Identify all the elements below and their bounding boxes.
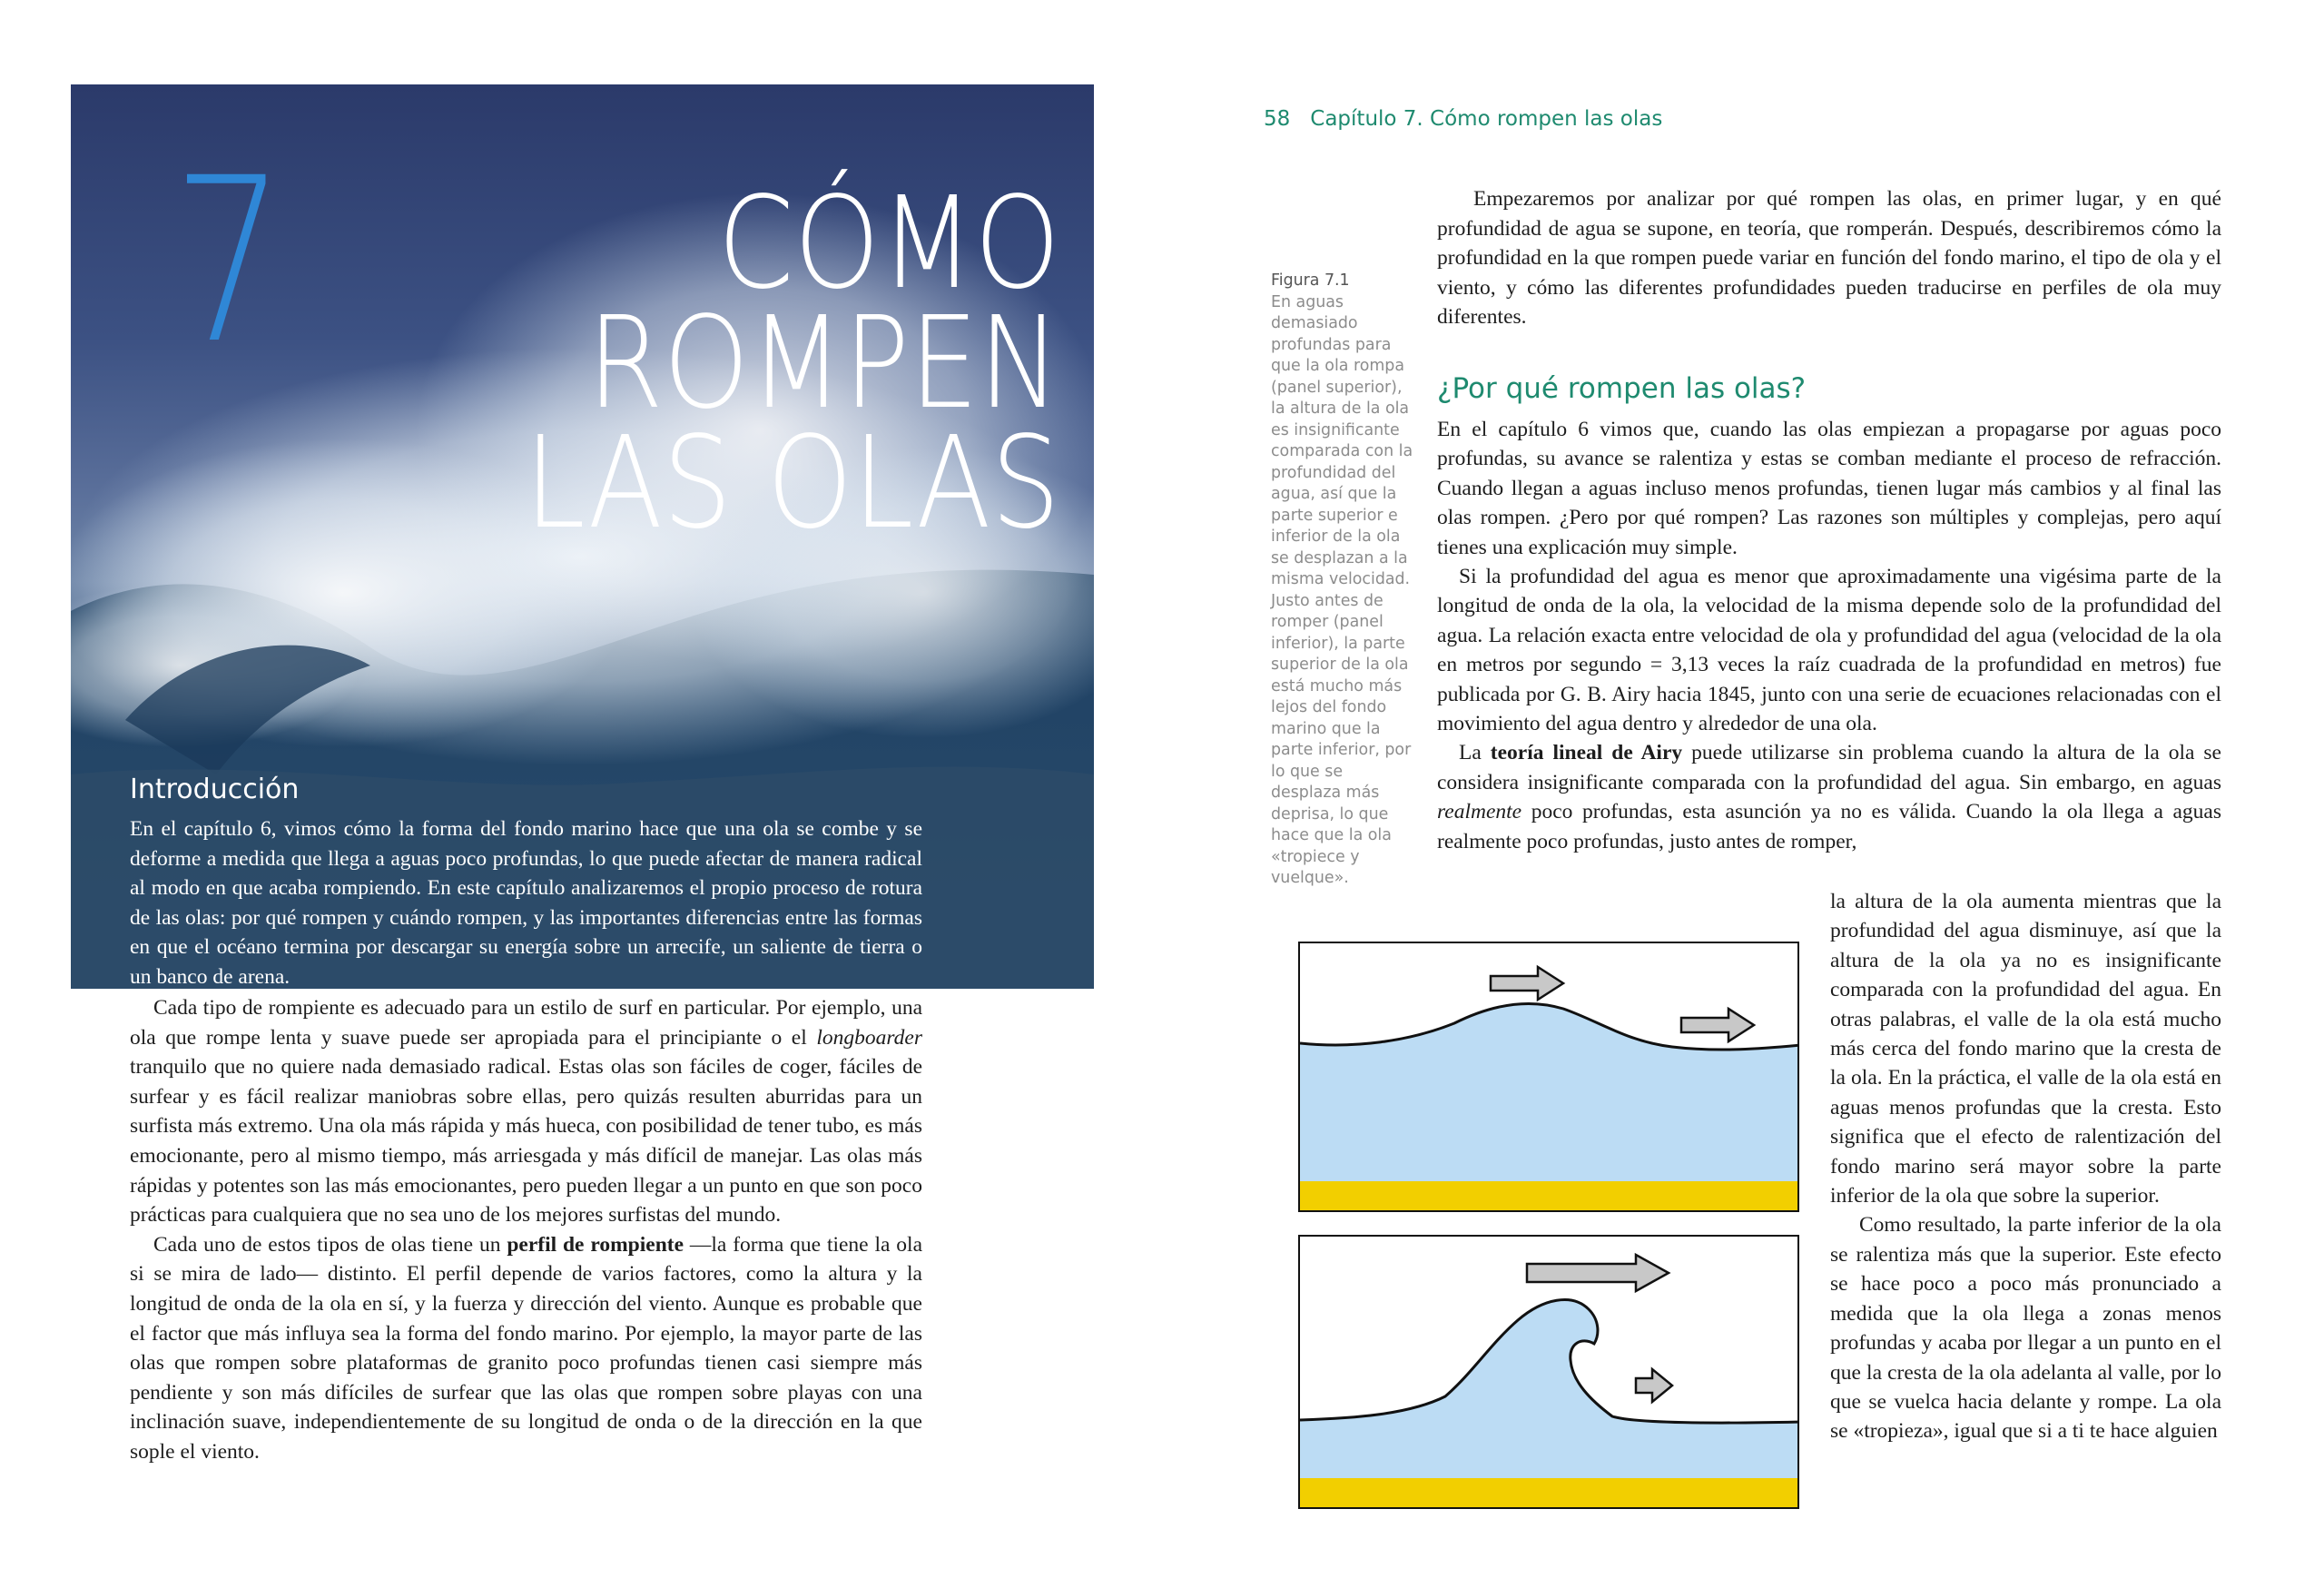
- text-run: Cada tipo de rompiente es adecuado para un estilo de surf en particular. Por ejemplo, una ola que rompe lenta y suave puede ser apropiada para el principiante o el: [130, 996, 922, 1050]
- caption-label: Figura 7.1: [1271, 271, 1350, 290]
- arrow-icon: [1681, 1009, 1754, 1041]
- arrow-icon: [1491, 967, 1563, 1000]
- water-area: [1300, 1300, 1799, 1509]
- intro-paragraph: En el capítulo 6, vimos cómo la forma del fondo marino hace que una ola se combe y se deforme a medida que llega a aguas poco profundas, lo que puede afectar de manera radical al modo en que acaba rompiendo. En este capítulo analizaremos el propio proceso de rotura de las olas: por qué rompen y cuándo rompen, y las importantes diferencias entre las formas en que el océano termina por descargar su energía sobre un arrecife, un saliente de tierra o un banco de arena.: [130, 817, 922, 989]
- italic-term: realmente: [1437, 800, 1522, 824]
- text-run: tranquilo que no quiere nada demasiado radical. Estas olas son fáciles de coger, fáciles de surfear y es fácil realizar maniobras sobre ellas, pero quizás resulten aburridas para un surfista más extremo. Una ola más rápida y más hueca, con posibilidad de tener tubo, es más emocionante, pero al mismo tiempo, más arriesgada y más difícil de manejar. Las olas más rápidas y potentes son las más emocionantes, pero pueden llegar a un punto en que son poco prácticas para cualquiera que no sea uno de los mejores surfistas del mundo.: [130, 1055, 922, 1228]
- bold-term: perfil de rompiente: [507, 1232, 684, 1257]
- chapter-title: [389, 170, 1060, 557]
- text-run: Cada uno de estos tipos de olas tiene un: [153, 1232, 507, 1257]
- figure-caption: [1271, 271, 1416, 890]
- body-paragraph: [130, 993, 922, 1230]
- seabed: [1300, 1478, 1799, 1509]
- chapter-title-line: ROMPEN: [586, 290, 1060, 438]
- text-run: La: [1459, 741, 1491, 765]
- bold-term: teoría lineal de Airy: [1490, 741, 1683, 765]
- arrow-icon: [1527, 1255, 1669, 1291]
- running-head: [1264, 107, 1662, 131]
- water-area: [1300, 1003, 1799, 1212]
- figure-panel-breaking-wave: [1298, 1235, 1799, 1509]
- arrow-icon: [1636, 1369, 1672, 1402]
- italic-term: longboarder: [816, 1025, 922, 1050]
- deep-water-diagram: [1300, 943, 1799, 1212]
- body-paragraph: Empezaremos por analizar por qué rompen las olas, en primer lugar, y en qué profundidad de agua se supone, en teoría, que romperán. Después, describiremos cómo la profundidad en la que rompen puede variar en función del fondo marino, el tipo de ola y el viento, y cómo las diferentes profundidades pueden traducirse en perfiles de ola muy diferentes.: [1437, 187, 2221, 330]
- text-run: —la forma que tiene la ola si se mira de lado— distinto. El perfil depende de varios factores, como la altura y la longitud de onda de la ola en sí, y la fuerza y dirección del viento. Aunque es probable que el factor que más influya sea la forma del fondo marino. Por ejemplo, la mayor parte de las olas que rompen sobre plataformas de granito poco profundas tienen casi siempre más pendiente y son más difíciles de surfear que las olas que rompen sobre playas con una inclinación suave, independientemente de su longitud de onda o de la dirección en la que sople el viento.: [130, 1232, 922, 1464]
- body-paragraph: la altura de la ola aumenta mientras que la profundidad del agua disminuye, así que la altura de la ola ya no es insignificante comparada con la profundidad del agua. En otras palabras, el valle de la ola está mucho más cerca del fondo marino que la cresta de la ola. En la práctica, el valle de la ola está en aguas menos profundas que la cresta. Esto significa que el efecto de ralentización del fondo marino será mayor sobre la parte inferior de la ola que sobre la superior.: [1830, 890, 2221, 1208]
- figure-panel-deep-water: [1298, 942, 1799, 1212]
- left-body-text: [130, 993, 922, 1467]
- body-paragraph: En el capítulo 6 vimos que, cuando las olas empiezan a propagarse por aguas poco profundas, su avance se ralentiza y estas se comban mediante el proceso de refracción. Cuando llegan a aguas incluso menos profundas, tienen lugar más cambios y al final las olas rompen. ¿Pero por qué rompen? Las razones son múltiples y complejas, pero aquí tienes una explicación muy simple.: [1437, 418, 2221, 559]
- body-paragraph: [1437, 738, 2221, 856]
- running-head-title: Capítulo 7. Cómo rompen las olas: [1310, 107, 1663, 131]
- text-run: puede utilizarse sin problema cuando la altura de la ola se considera insignificante comparada con la profundidad del agua. Sin embargo, en aguas: [1437, 741, 2221, 794]
- chapter-title-line: CÓMO: [717, 170, 1060, 318]
- opening-paragraph-block: [1437, 184, 2221, 332]
- body-paragraph: Como resultado, la parte inferior de la ola se ralentiza más que la superior. Este efecto se hace poco a poco más pronunciado a medida que la ola llega a zonas menos profundas y acaba por llegar a un punto en el que la cresta de la ola adelanta al valle, por lo que se vuelca hacia delante y rompe. La ola se «tropieza», igual que si a ti te hace alguien: [1830, 1213, 2221, 1444]
- seabed: [1300, 1181, 1799, 1212]
- section-heading: ¿Por qué rompen las olas?: [1437, 372, 1807, 405]
- text-run: poco profundas, esta asunción ya no es válida. Cuando la ola llega a aguas realmente poco profundas, justo antes de romper,: [1437, 800, 2221, 853]
- chapter-title-line: LAS OLAS: [524, 409, 1060, 557]
- page-number: 58: [1264, 107, 1291, 131]
- breaking-wave-diagram: [1300, 1237, 1799, 1509]
- right-body-text: [1437, 415, 2221, 856]
- body-paragraph: [130, 1230, 922, 1467]
- chapter-number: 7: [172, 129, 281, 393]
- body-paragraph: Si la profundidad del agua es menor que aproximadamente una vigésima parte de la longitud de onda de la ola, la velocidad de la misma depende solo de la profundidad del agua. La relación exacta entre velocidad de ola y profundidad del agua (velocidad de la ola en metros por segundo = 3,13 veces la raíz cuadrada de la profundidad en metros) fue publicada por G. B. Airy hacia 1845, junto con una serie de ecuaciones relacionadas con el movimiento del agua dentro y alrededor de una ola.: [1437, 565, 2221, 736]
- caption-text: En aguas demasiado profundas para que la ola rompa (panel superior), la altura de la ola es insignificante comparada con la profundidad del agua, así que la parte superior e inferior de la ola se desplazan a la misma velocidad. Justo antes de romper (panel inferior), la parte superior de la ola está mucho más lejos del fondo marino que la parte inferior, por lo que se desplaza más deprisa, lo que hace que la ola «tropiece y vuelque».: [1271, 292, 1413, 887]
- intro-heading: Introducción: [130, 774, 300, 805]
- right-column-text: [1830, 887, 2221, 1446]
